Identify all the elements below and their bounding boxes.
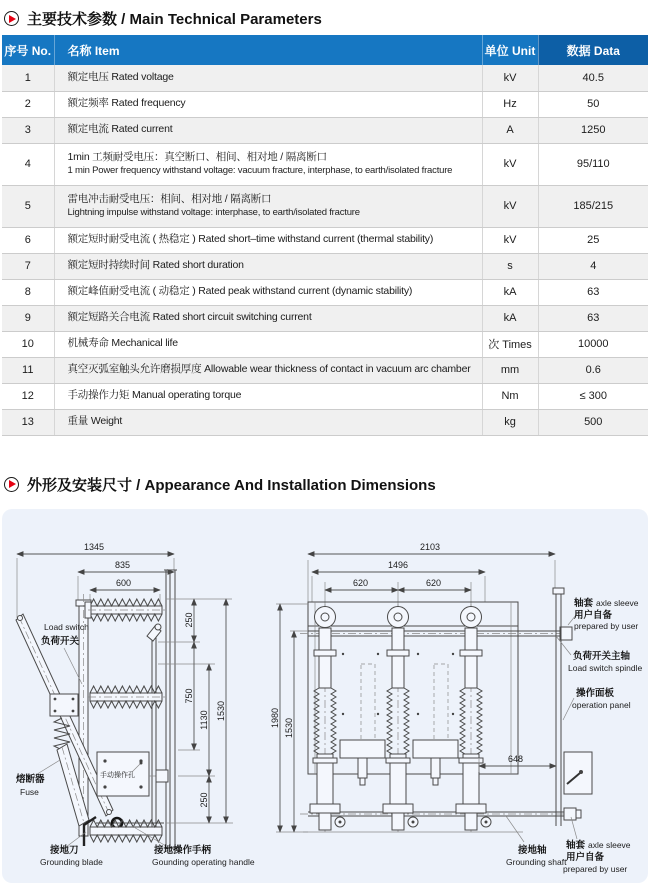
cell-item [54,185,482,227]
cell-no: 12 [2,383,54,409]
cell-unit: 次 Times [482,331,538,357]
label-grounding-handle-en: Gounding operating handle [152,856,255,867]
label-axle-sleeve2-en: axle sleeve [588,839,631,850]
section-header-parameters [0,0,650,35]
cell-data: ≤ 300 [538,383,648,409]
col-header-unit: 单位 Unit [482,35,538,65]
cell-unit: Hz [482,91,538,117]
cell-data: 10000 [538,331,648,357]
cell-unit: kV [482,143,538,185]
cell-no: 8 [2,279,54,305]
table-row [2,227,648,253]
dim-1345: 1345 [84,541,105,552]
cell-data: 1250 [538,117,648,143]
table-row [2,143,648,185]
cell-unit: kg [482,409,538,435]
item-text: 额定频率 Rated frequency [67,97,186,110]
label-op-panel-en: operation panel [572,699,631,710]
cell-item [54,91,482,117]
item-text: 重量 Weight [67,415,123,428]
col-header-item: 名称 Item [54,35,482,65]
label-axle-sleeve-zh: 轴套 [574,597,594,609]
dimensions-panel [2,509,648,883]
cell-item [54,357,482,383]
cell-data: 63 [538,279,648,305]
label-grounding-handle-zh: 接地操作手柄 [154,844,212,856]
dim-250-bottom: 250 [199,791,209,808]
cell-no: 9 [2,305,54,331]
table-row [2,65,648,91]
table-row [2,253,648,279]
dim-2103: 2103 [420,541,441,552]
item-text: 手动操作力矩 Manual operating torque [67,389,242,402]
cell-unit: A [482,117,538,143]
cell-item [54,279,482,305]
cell-no: 6 [2,227,54,253]
cell-data: 0.6 [538,357,648,383]
parameters-table-body [2,65,648,435]
cell-unit: kV [482,227,538,253]
dim-1496: 1496 [388,559,409,570]
item-text: 1min 工频耐受电压：真空断口、相间、相对地 / 隔离断口 [67,151,327,163]
label-load-switch-en: Load switch [44,621,89,632]
cell-unit: s [482,253,538,279]
label-axle-sleeve-en: axle sleeve [596,597,639,608]
cell-unit: kA [482,305,538,331]
cell-data: 40.5 [538,65,648,91]
parameters-table [2,35,648,436]
cell-data: 500 [538,409,648,435]
cell-no: 2 [2,91,54,117]
dim-835: 835 [115,559,131,570]
cell-no: 1 [2,65,54,91]
label-grounding-shaft-en: Grounding shaft [506,856,567,867]
dim-250-top: 250 [184,611,194,628]
cell-data: 95/110 [538,143,648,185]
table-row [2,383,648,409]
item-text: 额定短路关合电流 Rated short circuit switching current [67,311,312,324]
item-text: 额定电流 Rated current [67,123,173,136]
cell-no: 3 [2,117,54,143]
label-fuse-en: Fuse [20,786,39,797]
cell-item [54,305,482,331]
label-spindle-en: Load switch spindle [568,662,643,673]
cell-unit: kA [482,279,538,305]
item-text: 机械寿命 Mechanical life [67,337,178,350]
cell-no: 13 [2,409,54,435]
col-header-data: 数据 Data [538,35,648,65]
dim-620-left: 620 [353,577,369,588]
section-title-dimensions: 外形及安装尺寸 / Appearance And Installation Dimensions [27,476,436,494]
label-manual-hole: 手动操作孔 [100,771,135,779]
table-row [2,409,648,435]
label-grounding-blade-zh: 接地刀 [50,844,79,856]
cell-no: 10 [2,331,54,357]
table-row [2,331,648,357]
cell-unit: mm [482,357,538,383]
label-load-switch-zh: 负荷开关 [41,635,80,647]
item-text: Lightning impulse withstand voltage: interphase, to earth/isolated fracture [67,206,360,218]
cell-item [54,117,482,143]
dim-1530-side: 1530 [284,717,294,738]
table-row [2,357,648,383]
label-fuse-zh: 熔断器 [16,773,45,785]
item-text: 额定短时持续时间 Rated short duration [67,259,244,272]
cell-no: 11 [2,357,54,383]
side-view-drawing [268,514,646,880]
table-row [2,305,648,331]
cell-unit: kV [482,65,538,91]
item-text: 额定短时耐受电流 ( 热稳定 ) Rated short–time withstand current (thermal stability) [67,233,434,246]
table-row [2,91,648,117]
cell-data: 185/215 [538,185,648,227]
item-text: 真空灭弧室触头允许磨损厚度 Allowable wear thickness of contact in vacuum arc chamber [67,363,471,376]
dim-750: 750 [184,687,194,704]
play-bullet-icon [4,477,19,492]
label-axle-sleeve2-zh: 轴套 [566,839,586,851]
play-bullet-icon [4,11,19,26]
table-header-row [2,35,648,65]
item-text: 额定峰值耐受电流 ( 动稳定 ) Rated peak withstand current (dynamic stability) [67,285,413,298]
table-row [2,185,648,227]
cell-data: 4 [538,253,648,279]
cell-no: 4 [2,143,54,185]
col-header-no: 序号 No. [2,35,54,65]
table-row [2,279,648,305]
cell-item [54,143,482,185]
cell-item [54,331,482,357]
dim-600: 600 [116,577,132,588]
cell-no: 5 [2,185,54,227]
dim-1980: 1980 [270,707,280,728]
table-row [2,117,648,143]
dim-648: 648 [508,753,524,764]
label-grounding-blade-en: Grounding blade [40,856,103,867]
cell-item [54,65,482,91]
item-text: 雷电冲击耐受电压：相间、相对地 / 隔离断口 [67,193,272,205]
label-user-bottom-en: prepared by user [563,863,628,874]
item-text: 额定电压 Rated voltage [67,70,174,83]
cell-data: 50 [538,91,648,117]
label-user-top-en: prepared by user [574,620,639,631]
cell-unit: Nm [482,383,538,409]
cell-data: 63 [538,305,648,331]
label-user-top-zh: 用户自备 [574,609,613,621]
cell-data: 25 [538,227,648,253]
section-title-parameters: 主要技术参数 / Main Technical Parameters [27,11,322,28]
cell-item [54,383,482,409]
cell-unit: kV [482,185,538,227]
cell-item [54,409,482,435]
dim-1530-front: 1530 [216,700,226,721]
cell-item [54,227,482,253]
dim-620-right: 620 [426,577,442,588]
dim-1130: 1130 [199,709,209,730]
item-text: 1 min Power frequency withstand voltage: vacuum fracture, interphase, to earth/isolated fracture [67,164,453,176]
front-view-drawing [4,514,302,880]
label-grounding-shaft-zh: 接地轴 [518,844,547,856]
cell-item [54,253,482,279]
cell-no: 7 [2,253,54,279]
section-header-dimensions [0,466,650,501]
label-spindle-zh: 负荷开关主轴 [573,650,631,662]
label-user-bottom-zh: 用户自备 [566,851,605,863]
label-op-panel-zh: 操作面板 [576,687,615,699]
